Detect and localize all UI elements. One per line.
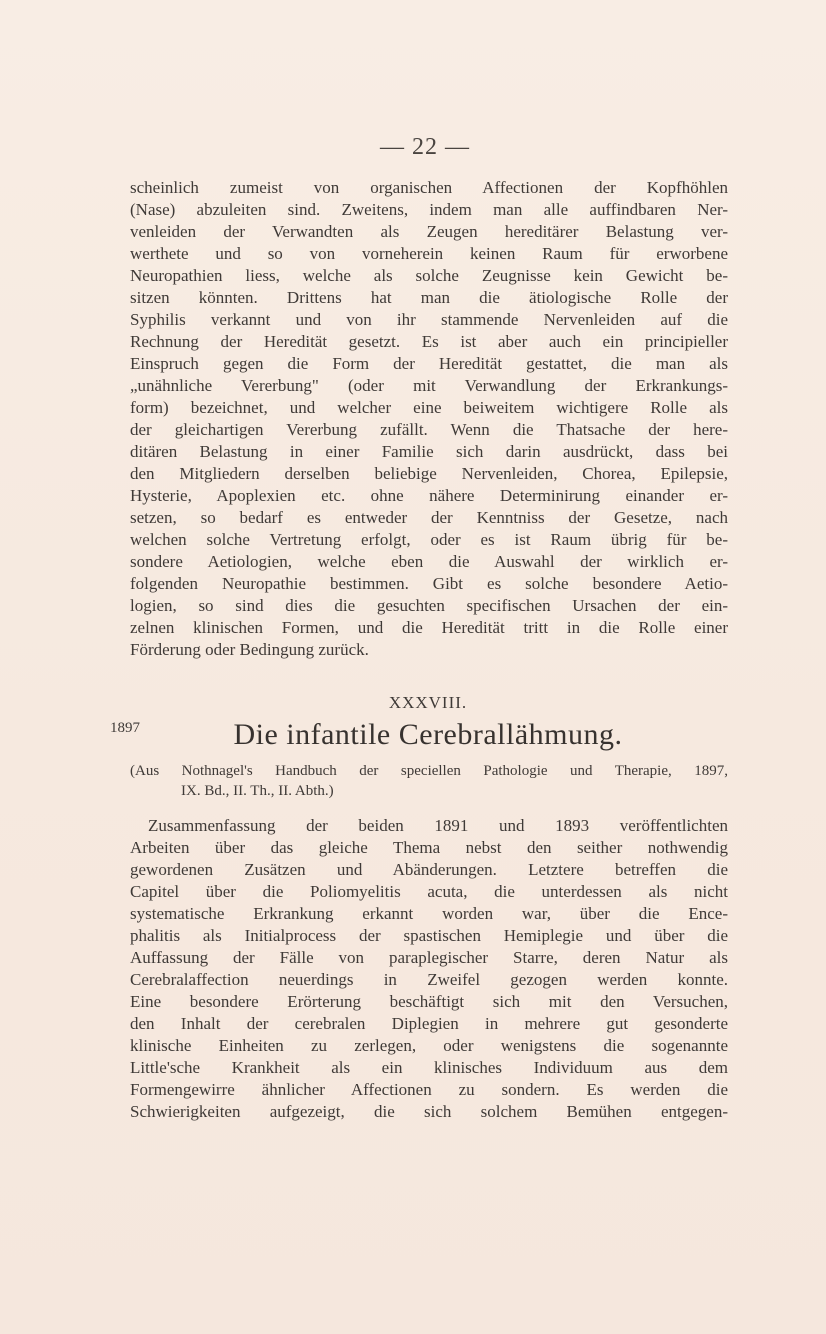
text-line: logien, so sind dies die gesuchten specifischen Ursachen der ein-	[130, 596, 728, 615]
text-line: venleiden der Verwandten als Zeugen hereditärer Belastung ver-	[130, 222, 728, 241]
text-line: Schwierigkeiten aufgezeigt, die sich solchem Bemühen entgegen-	[130, 1102, 728, 1121]
text-line: Förderung oder Bedingung zurück.	[130, 640, 369, 659]
text-line: klinische Einheiten zu zerlegen, oder wenigstens die sogenannte	[130, 1036, 728, 1055]
text-line: Hysterie, Apoplexien etc. ohne nähere Determinirung einander er-	[130, 486, 728, 505]
text-line: Einspruch gegen die Form der Heredität gestattet, die man als	[130, 354, 728, 373]
text-line: form) bezeichnet, und welcher eine beiweitem wichtigere Rolle als	[130, 398, 728, 417]
text-line: welchen solche Vertretung erfolgt, oder es ist Raum übrig für be-	[130, 530, 728, 549]
text-line: zelnen klinischen Formen, und die Heredität tritt in die Rolle einer	[130, 618, 728, 637]
text-line: Arbeiten über das gleiche Thema nebst den seither nothwendig	[130, 838, 728, 857]
source-line-1: (Aus Nothnagel's Handbuch der speciellen Pathologie und Therapie, 1897,	[130, 763, 728, 779]
source-citation	[130, 761, 728, 801]
text-line: phalitis als Initialprocess der spastischen Hemiplegie und über die	[130, 926, 728, 945]
text-line: Auffassung der Fälle von paraplegischer Starre, deren Natur als	[130, 948, 728, 967]
text-line: setzen, so bedarf es entweder der Kenntniss der Gesetze, nach	[130, 508, 728, 527]
text-line: folgenden Neuropathie bestimmen. Gibt es solche besondere Aetio-	[130, 574, 728, 593]
text-line: sondere Aetiologien, welche eben die Auswahl der wirklich er-	[130, 552, 728, 571]
text-line: Zusammenfassung der beiden 1891 und 1893 veröffentlichten	[148, 816, 728, 835]
text-line: „unähnliche Vererbung" (oder mit Verwandlung der Erkrankungs-	[130, 376, 728, 395]
text-line: den Mitgliedern derselben beliebige Nervenleiden, Chorea, Epilepsie,	[130, 464, 728, 483]
text-line: Capitel über die Poliomyelitis acuta, die unterdessen als nicht	[130, 882, 728, 901]
text-line: Cerebralaffection neuerdings in Zweifel gezogen werden konnte.	[130, 970, 728, 989]
text-line: der gleichartigen Vererbung zufällt. Wenn die Thatsache der here-	[130, 420, 728, 439]
page-number: — 22 —	[380, 134, 470, 160]
text-line: gewordenen Zusätzen und Abänderungen. Letztere betreffen die	[130, 860, 728, 879]
text-line: Syphilis verkannt und von ihr stammende Nervenleiden auf die	[130, 310, 728, 329]
source-line-2: IX. Bd., II. Th., II. Abth.)	[181, 783, 334, 799]
section-number: XXXVIII.	[388, 693, 468, 712]
text-line: Little'sche Krankheit als ein klinisches Individuum aus dem	[130, 1058, 728, 1077]
text-line: (Nase) abzuleiten sind. Zweitens, indem man alle auffindbaren Ner-	[130, 200, 728, 219]
text-line: den Inhalt der cerebralen Diplegien in mehrere gut gesonderte	[130, 1014, 728, 1033]
text-line: sitzen könnten. Drittens hat man die ätiologische Rolle der	[130, 288, 728, 307]
section-title: Die infantile Cerebrallähmung.	[233, 718, 623, 751]
text-line: ditären Belastung in einer Familie sich darin ausdrückt, dass bei	[130, 442, 728, 461]
text-line: scheinlich zumeist von organischen Affectionen der Kopfhöhlen	[130, 178, 728, 197]
year-margin-note: 1897	[110, 720, 140, 736]
text-line: Eine besondere Erörterung beschäftigt sich mit den Versuchen,	[130, 992, 728, 1011]
text-line: Neuropathien liess, welche als solche Zeugnisse kein Gewicht be-	[130, 266, 728, 285]
paragraph-1	[130, 177, 728, 661]
paragraph-2	[130, 815, 728, 1123]
text-line: Formengewirre ähnlicher Affectionen zu sondern. Es werden die	[130, 1080, 728, 1099]
text-line: Rechnung der Heredität gesetzt. Es ist aber auch ein principieller	[130, 332, 728, 351]
text-line: systematische Erkrankung erkannt worden war, über die Ence-	[130, 904, 728, 923]
text-line: werthete und so von vorneherein keinen Raum für erworbene	[130, 244, 728, 263]
